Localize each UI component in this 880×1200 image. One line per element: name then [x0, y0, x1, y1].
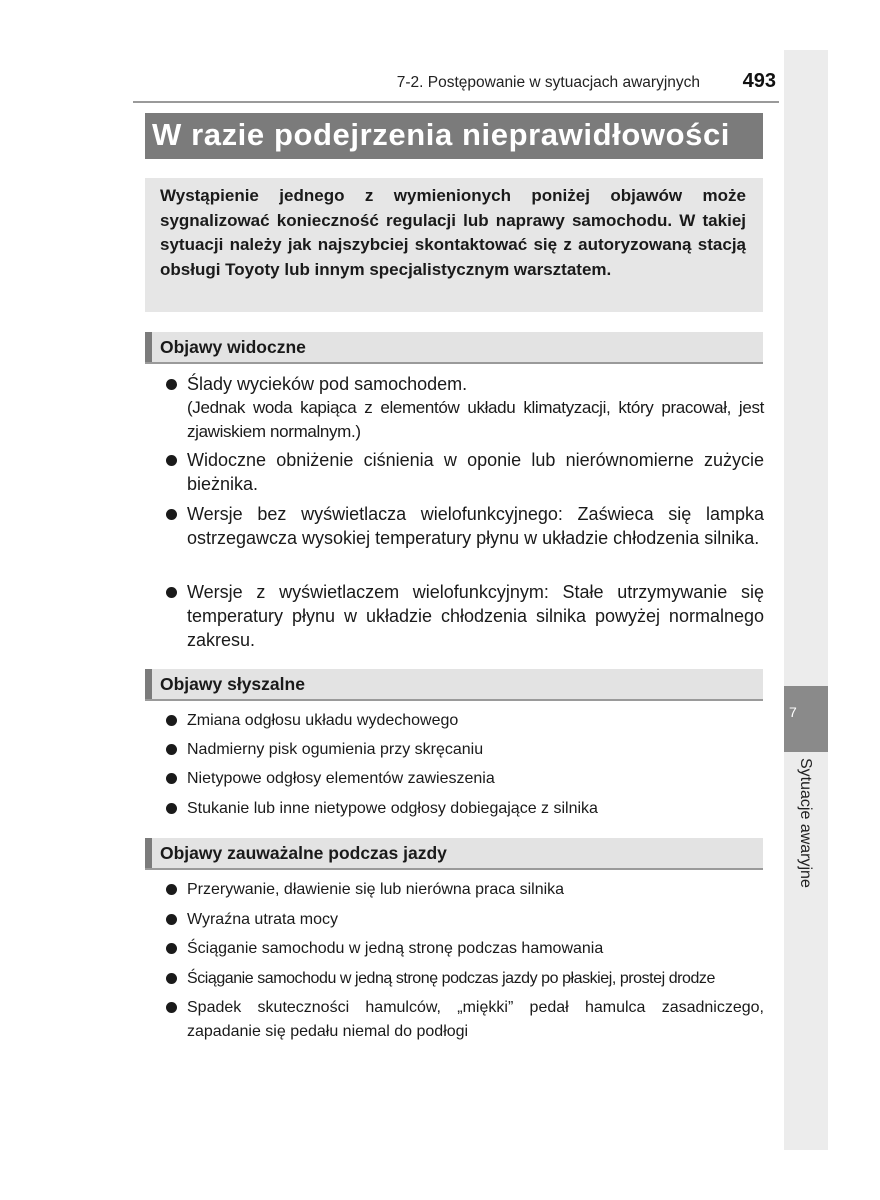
list-item-text: Wersje bez wyświetlacza wielofunkcyjnego: Zaświeca się lampka ostrzegawcza wysokiej temperatury płynu w układzie chłodzenia silnika. [187, 504, 764, 548]
bullet-icon [166, 715, 177, 726]
chapter-number: 7 [789, 704, 797, 720]
bullet-icon [166, 509, 177, 520]
bullet-icon [166, 744, 177, 755]
section-heading-visible [145, 332, 763, 364]
chapter-side-strip [784, 50, 828, 1150]
bullet-icon [166, 943, 177, 954]
list-item-text: Ściąganie samochodu w jedną stronę podczas hamowania [187, 940, 604, 957]
section-heading-text: Objawy widoczne [160, 337, 306, 357]
list-item-text: Wersje z wyświetlaczem wielofunkcyjnym: Stałe utrzymywanie się temperatury płynu w układzie chłodzenia silnika powyżej normalnego zakresu. [187, 582, 764, 650]
bullet-icon [166, 973, 177, 984]
section-heading-text: Objawy słyszalne [160, 674, 305, 694]
list-item-text: Zmiana odgłosu układu wydechowego [187, 712, 459, 729]
page-title: W razie podejrzenia nieprawidłowości [152, 117, 730, 152]
bullet-icon [166, 914, 177, 925]
list-item-text: Ślady wycieków pod samochodem. [187, 374, 468, 394]
list-item-text: Stukanie lub inne nietypowe odgłosy dobiegające z silnika [187, 800, 598, 817]
chapter-label: Sytuacje awaryjne [797, 758, 814, 888]
list-item-text: Nadmierny pisk ogumienia przy skręcaniu [187, 741, 484, 758]
section-heading-audible [145, 669, 763, 701]
list-item-text: Nietypowe odgłosy elementów zawieszenia [187, 770, 495, 787]
bullet-icon [166, 379, 177, 390]
bullet-icon [166, 773, 177, 784]
header-divider [133, 101, 779, 103]
bullet-icon [166, 455, 177, 466]
intro-text: Wystąpienie jednego z wymienionych poniżej objawów może sygnalizować konieczność regulacji lub naprawy samochodu. W takiej sytuacji należy jak najszybciej skontaktować się z autoryzowaną stacją obsługi Toyoty lub innym specjalistycznym warsztatem. [160, 186, 746, 279]
bullet-icon [166, 884, 177, 895]
list-item-text: Wyraźna utrata mocy [187, 911, 339, 928]
list-item-text: Przerywanie, dławienie się lub nierówna praca silnika [187, 881, 565, 898]
section-heading-text: Objawy zauważalne podczas jazdy [160, 843, 447, 863]
list-item-note: (Jednak woda kapiąca z elementów układu klimatyzacji, który pracował, jest zjawiskiem normalnym.) [187, 398, 764, 441]
list-item-text: Widoczne obniżenie ciśnienia w oponie lub nierównomierne zużycie bieżnika. [187, 450, 764, 494]
running-header: 7-2. Postępowanie w sytuacjach awaryjnych [396, 74, 700, 91]
bullet-icon [166, 803, 177, 814]
bullet-icon [166, 1002, 177, 1013]
page-number: 493 [742, 70, 776, 92]
list-item-text: Ściąganie samochodu w jedną stronę podczas jazdy po płaskiej, prostej drodze [187, 970, 715, 987]
bullet-icon [166, 587, 177, 598]
section-heading-driving [145, 838, 763, 870]
list-item-text: Spadek skuteczności hamulców, „miękki” pedał hamulca zasadniczego, zapadanie się pedału niemal do podłogi [187, 999, 764, 1040]
